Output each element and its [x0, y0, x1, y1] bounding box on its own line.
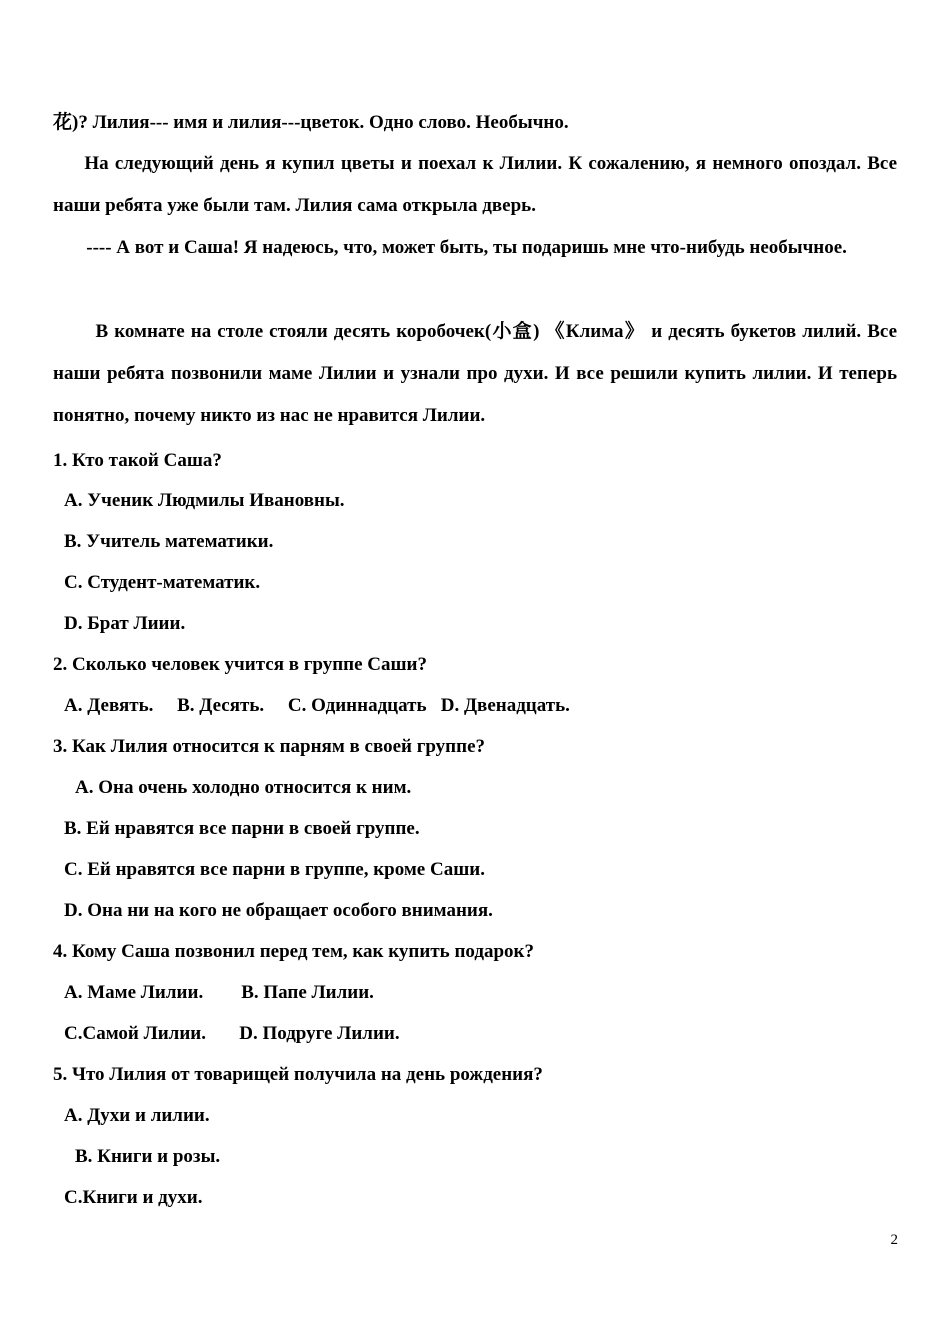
question-3-option-b: B. Ей нравятся все парни в своей группе.	[64, 818, 420, 839]
question-4: 4. Кому Саша позвонил перед тем, как купить подарок?	[53, 941, 534, 962]
question-5-option-c: C.Книги и духи.	[64, 1187, 203, 1208]
question-4-options-ab: A. Маме Лилии. B. Папе Лилии.	[64, 982, 374, 1003]
question-2-options: A. Девять. B. Десять. C. Одиннадцать D. Двенадцать.	[64, 695, 570, 716]
question-2: 2. Сколько человек учится в группе Саши?	[53, 654, 427, 675]
question-3-option-a: A. Она очень холодно относится к ним.	[75, 777, 412, 798]
page-number: 2	[890, 1232, 898, 1248]
story-paragraph-2: На следующий день я купил цветы и поехал к Лилии. К сожалению, я немного опоздал. Все наши ребята уже были там. Лилия сама открыла дверь.	[53, 153, 897, 216]
question-5-option-b: B. Книги и розы.	[75, 1146, 221, 1167]
story-paragraph-4: В комнате на столе стояли десять коробочек(小盒) 《Клима》 и десять букетов лилий. Все наши ребята позвонили маме Лилии и узнали про духи. И все решили купить лилии. И теперь понятно, почему никто из нас не нравится Лилии.	[53, 321, 898, 426]
question-5-option-a: A. Духи и лилии.	[64, 1105, 210, 1126]
story-paragraph-3: ---- А вот и Саша! Я надеюсь, что, может быть, ты подаришь мне что-нибудь необычное.	[86, 237, 847, 258]
question-1-option-a: A. Ученик Людмилы Ивановны.	[64, 490, 345, 511]
question-3: 3. Как Лилия относится к парням в своей группе?	[53, 736, 486, 757]
question-1-option-b: B. Учитель математики.	[64, 531, 274, 552]
question-4-options-cd: C.Самой Лилии. D. Подруге Лилии.	[64, 1023, 400, 1044]
question-1-option-c: C. Студент-математик.	[64, 572, 261, 593]
question-1-option-d: D. Брат Лиии.	[64, 613, 186, 634]
question-1: 1. Кто такой Саша?	[53, 450, 222, 471]
question-5: 5. Что Лилия от товарищей получила на день рождения?	[53, 1064, 543, 1085]
question-3-option-c: C. Ей нравятся все парни в группе, кроме Саши.	[64, 859, 485, 880]
story-paragraph-1: 花)? Лилия--- имя и лилия---цветок. Одно слово. Необычно.	[53, 112, 569, 133]
question-3-option-d: D. Она ни на кого не обращает особого внимания.	[64, 900, 493, 921]
